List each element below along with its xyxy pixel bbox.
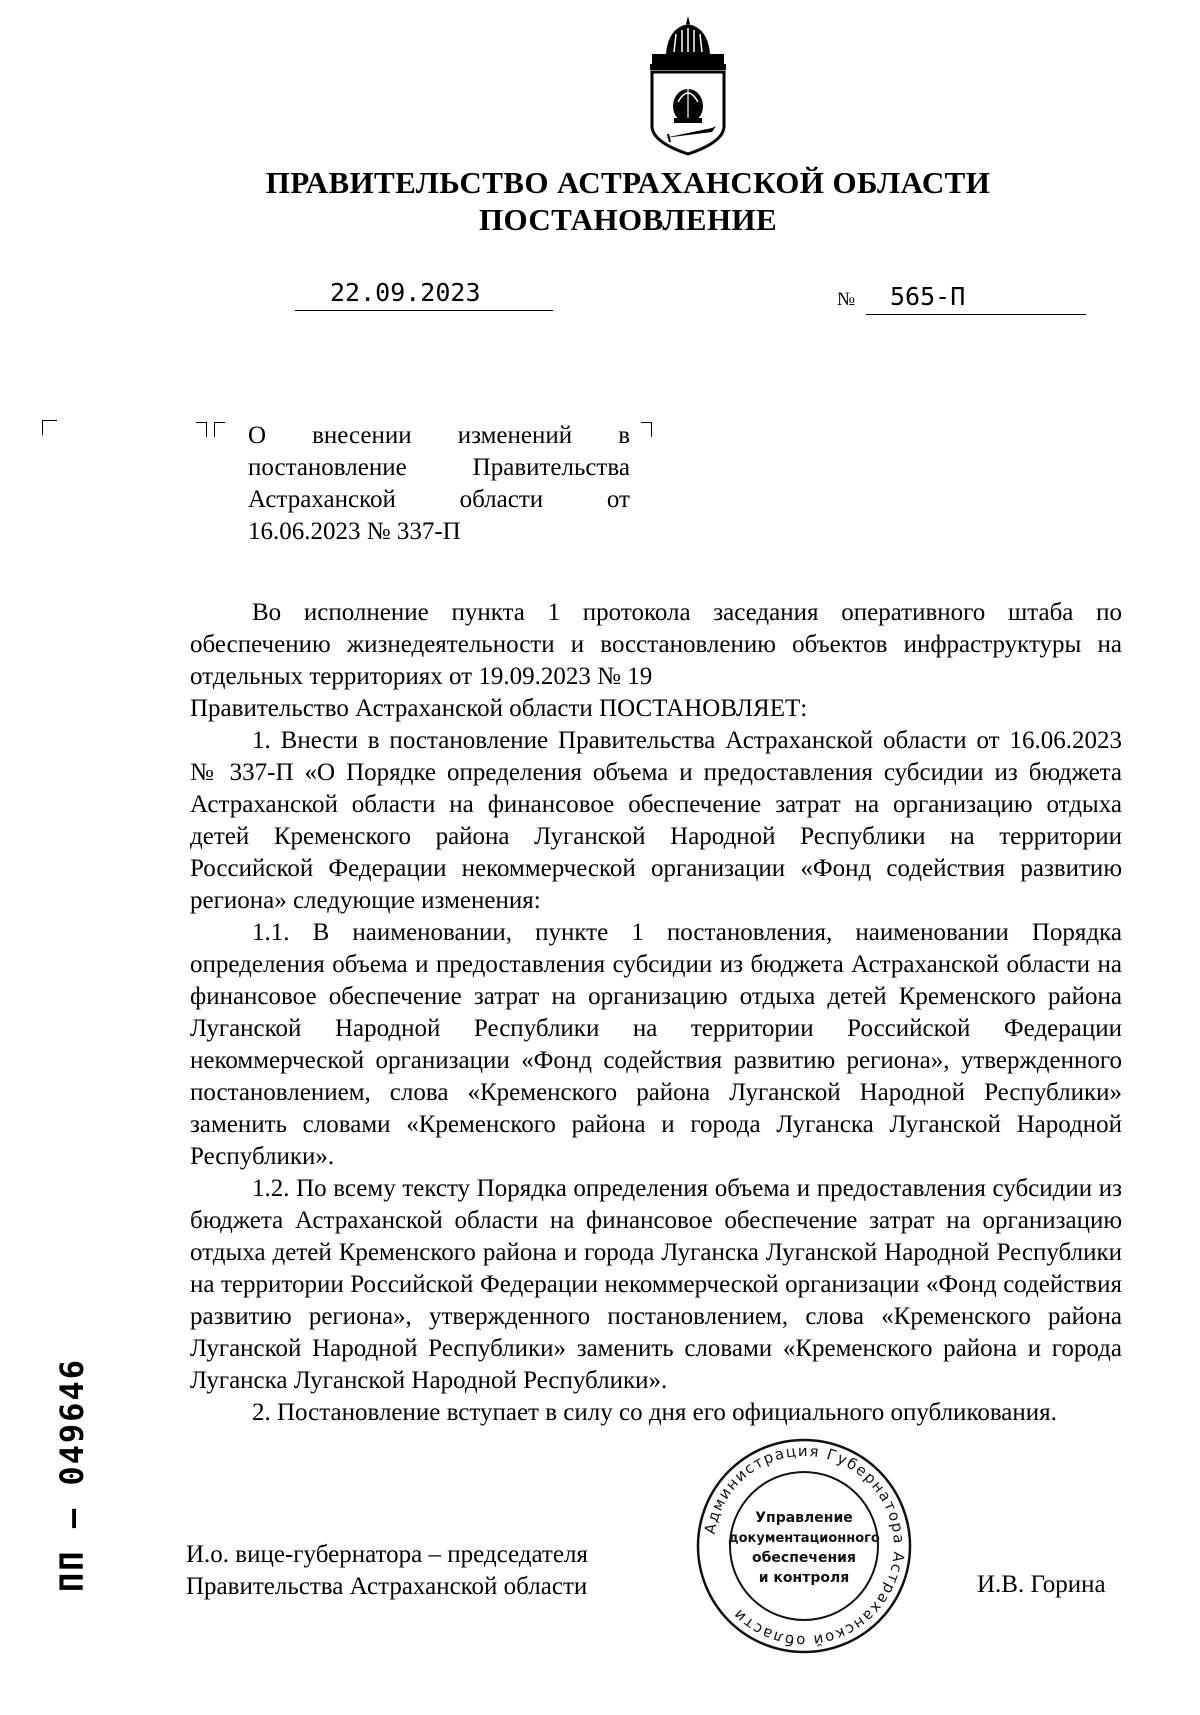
document-type-title: ПОСТАНОВЛЕНИЕ: [478, 202, 778, 237]
stamp-inner-line: обеспечения: [752, 1550, 856, 1566]
body-paragraph: 1.2. По всему тексту Порядка определения объема и предоставления субсидии из бюджета Астраханской области на финансовое обеспечение затрат на организацию отдыха детей Кременского района и города Луганска Луганской Народной Республики на территории Российской Федерации некоммерческой организации «Фонд содействия развитию региона», утвержденного постановлением, слова «Кременского района Луганской Народной Республики» заменить словами «Кременского района и города Луганска Луганской Народной Республики».: [190, 1175, 1122, 1394]
body-paragraph: 1.1. В наименовании, пункте 1 постановления, наименовании Порядка определения объема и предоставления субсидии из бюджета Астраханской области на финансовое обеспечение затрат на организацию отдыха детей Кременского района Луганской Народной Республики на территории Российской Федерации некоммерческой организации «Фонд содействия развитию региона», утвержденного постановлением, слова «Кременского района Луганской Народной Республики» заменить словами «Кременского района и города Луганска Луганской Народной Республики».: [190, 919, 1122, 1170]
corner-bracket: [641, 422, 652, 437]
body-paragraph: Правительство Астраханской области ПОСТАНОВЛЯЕТ:: [190, 695, 808, 722]
document-subject: [248, 420, 630, 548]
number-underline: [866, 314, 1086, 315]
date-underline: [295, 310, 553, 311]
body-paragraph: Во исполнение пункта 1 протокола заседания оперативного штаба по обеспечению жизнедеятельности и восстановлению объектов инфраструктуры на отдельных территориях от 19.09.2023 № 19: [190, 599, 1122, 690]
corner-bracket: [42, 420, 57, 435]
side-serial-number: [50, 1330, 94, 1620]
signer-name: И.В. Горина: [977, 1571, 1106, 1598]
document-date: 22.09.2023: [330, 278, 481, 307]
corner-bracket: [214, 422, 225, 437]
body-paragraph: 2. Постановление вступает в силу со дня его официального опубликования.: [252, 1399, 1057, 1426]
signer-position: [186, 1539, 588, 1603]
subject-line: постановление Правительства: [248, 454, 630, 481]
official-stamp: [694, 1436, 914, 1656]
stamp-inner-line: и контроля: [758, 1570, 850, 1586]
document-number: 565-П: [890, 282, 966, 311]
body-paragraph: 1. Внести в постановление Правительства Астраханской области от 16.06.2023 № 337-П «О Порядке определения объема и предоставления субсидии из бюджета Астраханской области на финансовое обеспечение затрат на организацию отдыха детей Кременского района Луганской Народной Республики на территории Российской Федерации некоммерческой организации «Фонд содействия развитию региона» следующие изменения:: [190, 727, 1122, 914]
coat-of-arms-emblem: [646, 14, 730, 156]
signer-position-line: И.о. вице-губернатора – председателя: [186, 1541, 588, 1568]
number-sign: №: [837, 289, 856, 310]
document-body: [190, 597, 1122, 1429]
subject-line: Астраханской области от: [248, 486, 630, 513]
signer-position-line: Правительства Астраханской области: [186, 1573, 588, 1600]
corner-bracket: [196, 422, 207, 437]
stamp-inner-line: Управление: [755, 1510, 853, 1526]
subject-line: 16.06.2023 № 337-П: [248, 518, 461, 545]
subject-line: О внесении изменений в: [248, 422, 630, 449]
side-serial-number-text: ПП – 049646: [53, 1358, 91, 1592]
org-title: ПРАВИТЕЛЬСТВО АСТРАХАНСКОЙ ОБЛАСТИ: [265, 165, 991, 200]
stamp-inner-line: документационного: [728, 1531, 880, 1546]
stamp-outer-text: Администрация Губернатора Астраханской области: [700, 1441, 909, 1651]
